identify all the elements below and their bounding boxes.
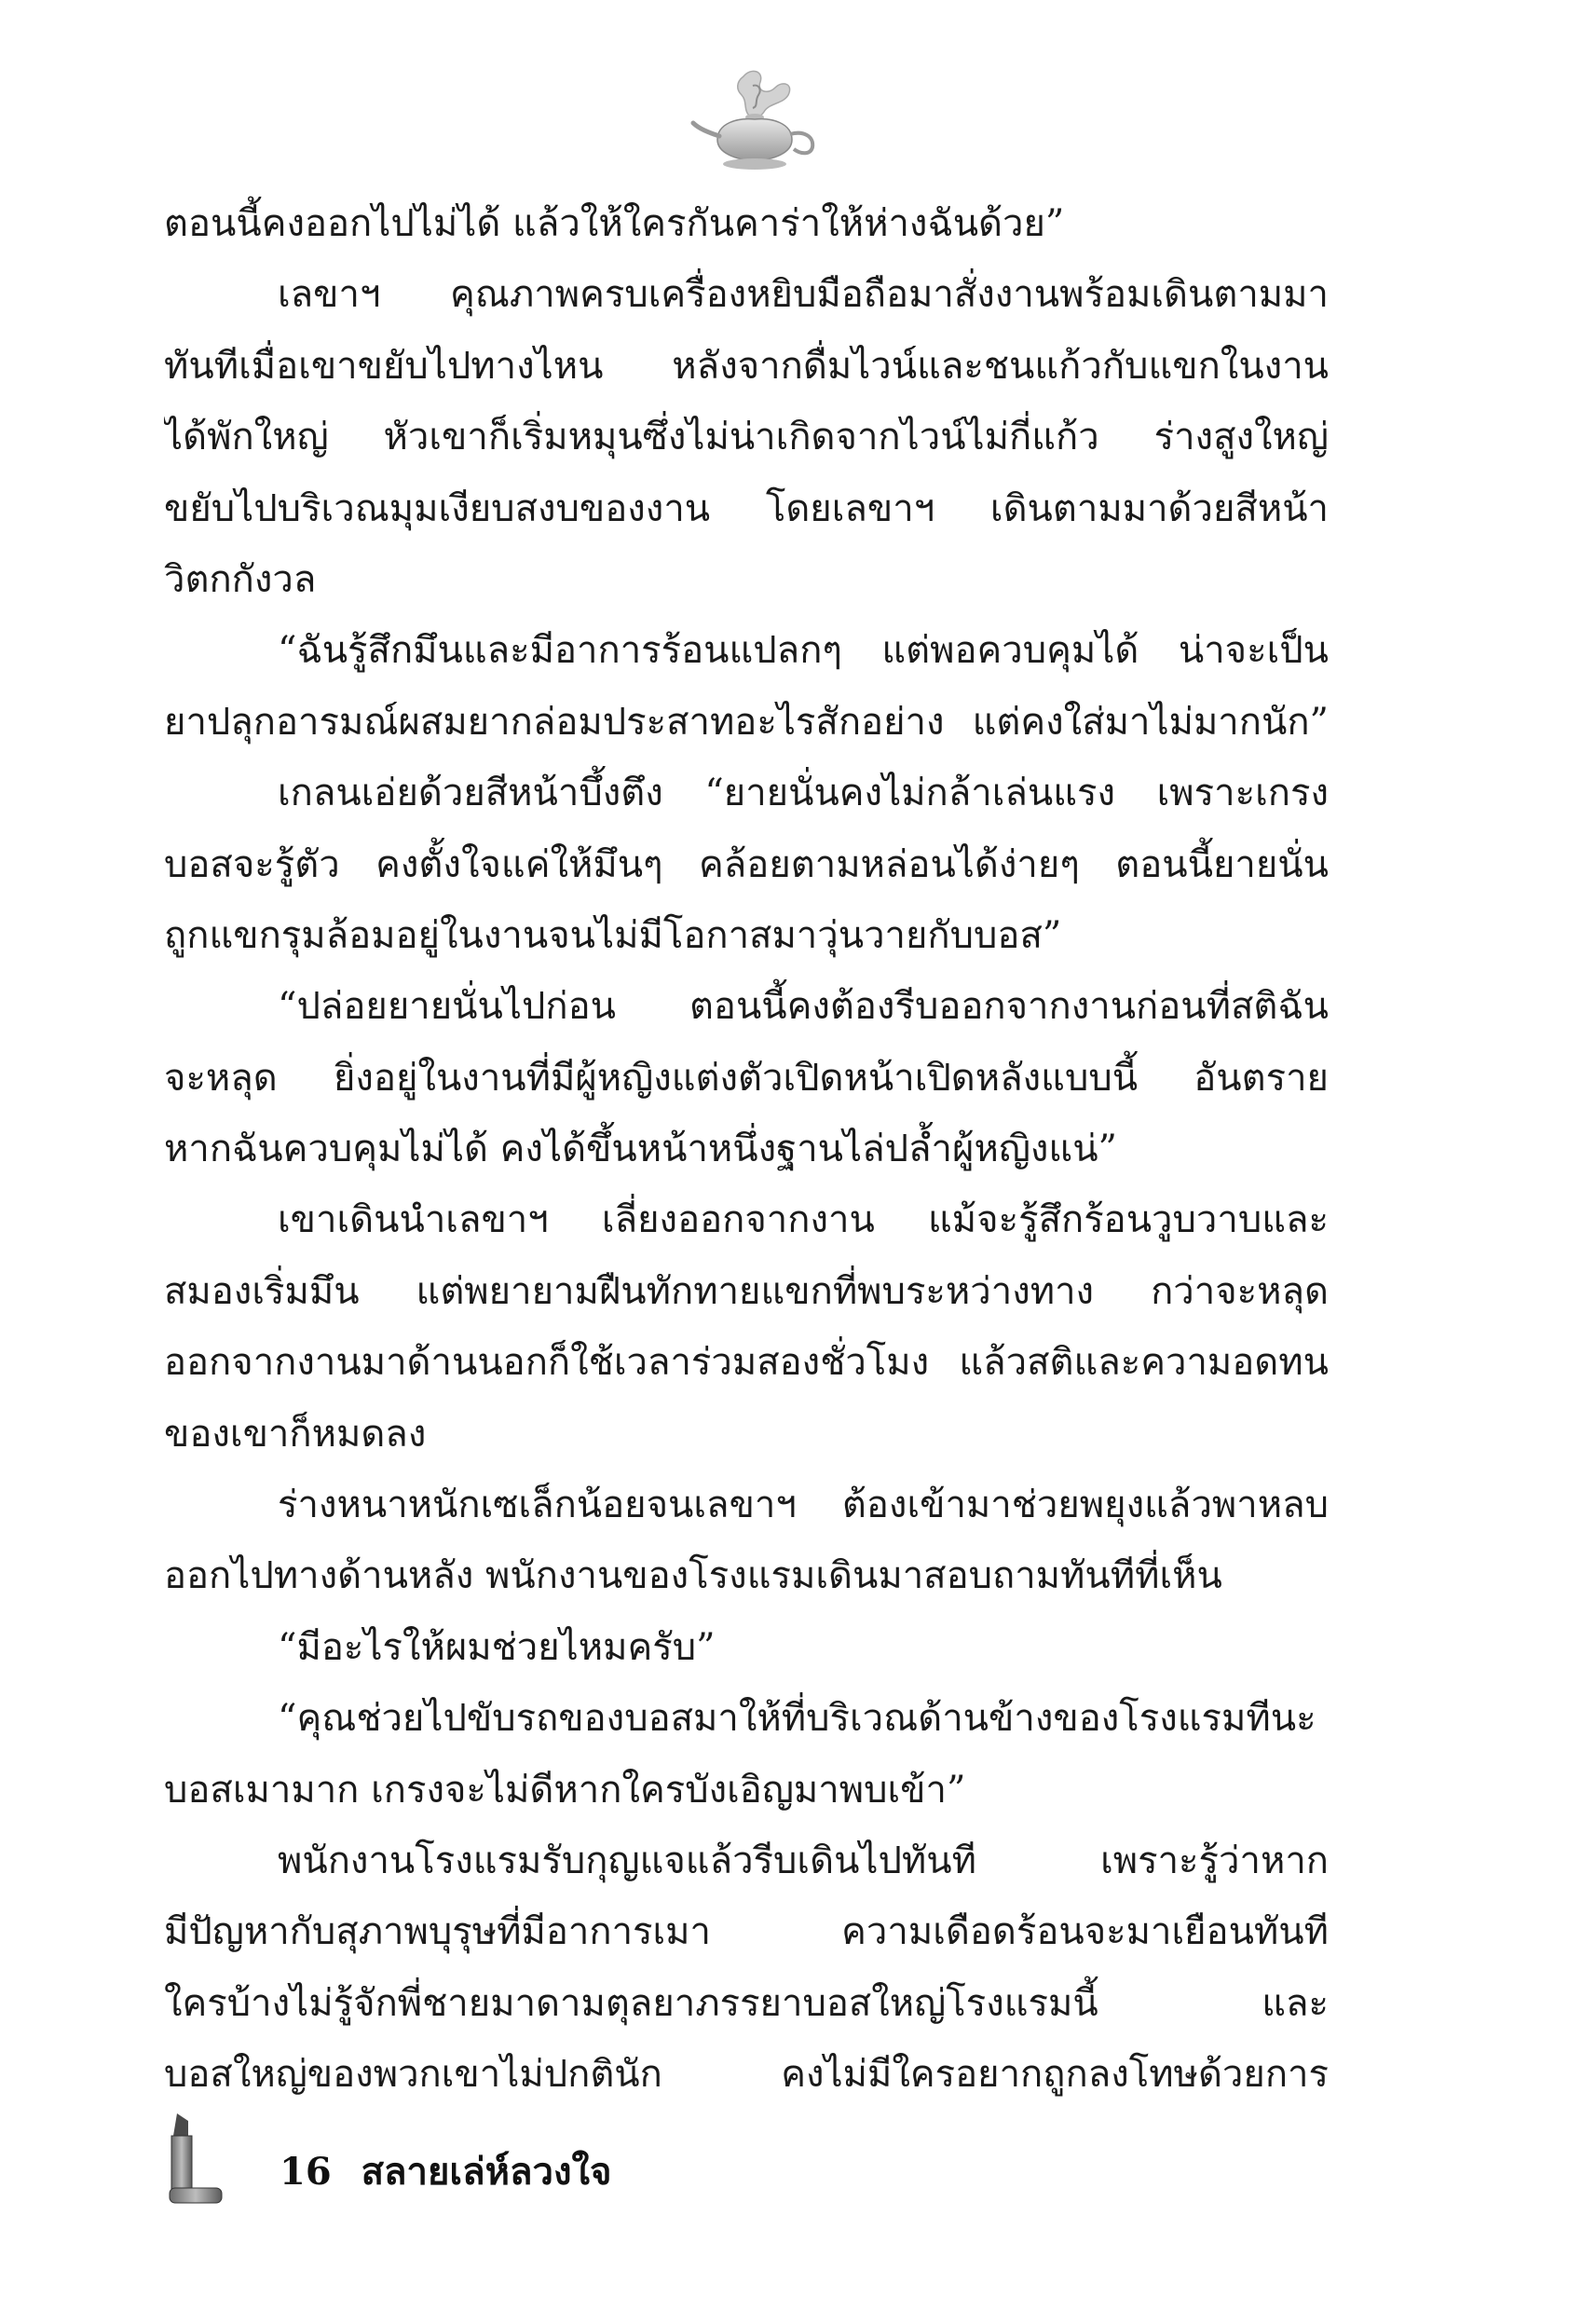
- text-line: ทันทีเมื่อเขาขยับไปทางไหน หลังจากดื่มไวน์และชนแก้วกับแขกในงาน: [164, 344, 1329, 388]
- text-line: ยาปลุกอารมณ์ผสมยากล่อมประสาทอะไรสักอย่าง แต่คงใส่มาไม่มากนัก”: [164, 700, 1329, 744]
- text-line: สมองเริ่มมึน แต่พยายามฝืนทักทายแขกที่พบระหว่างทาง กว่าจะหลุด: [164, 1269, 1329, 1313]
- text-line: บอสจะรู้ตัว คงตั้งใจแค่ให้มึนๆ คล้อยตามหล่อนได้ง่ายๆ ตอนนี้ยายนั่น: [164, 842, 1329, 886]
- teapot-fairy-ornament-icon: [689, 67, 820, 179]
- text-line: พนักงานโรงแรมรับกุญแจแล้วรีบเดินไปทันที เพราะรู้ว่าหาก: [278, 1839, 1329, 1882]
- text-line: ของเขาก็หมดลง: [164, 1412, 427, 1456]
- text-line: “ปล่อยยายนั่นไปก่อน ตอนนี้คงต้องรีบออกจากงานก่อนที่สติฉัน: [278, 985, 1329, 1029]
- text-line: “มีอะไรให้ผมช่วยไหมครับ”: [278, 1625, 716, 1669]
- footer-text: [280, 2141, 611, 2201]
- text-line: มีปัญหากับสุภาพบุรุษที่มีอาการเมา ความเดือดร้อนจะมาเยือนทันที: [164, 1910, 1329, 1954]
- text-line: ออกไปทางด้านหลัง พนักงานของโรงแรมเดินมาสอบถามทันทีที่เห็น: [164, 1554, 1222, 1598]
- page-footer: [168, 2108, 820, 2210]
- text-line: ได้พักใหญ่ หัวเขาก็เริ่มหมุนซึ่งไม่น่าเกิดจากไวน์ไม่กี่แก้ว ร่างสูงใหญ่: [164, 416, 1329, 459]
- text-line: บอสเมามาก เกรงจะไม่ดีหากใครบังเอิญมาพบเข้า”: [164, 1768, 966, 1812]
- text-line: หากฉันควบคุมไม่ได้ คงได้ขึ้นหน้าหนึ่งฐานไล่ปล้ำผู้หญิงแน่”: [164, 1128, 1118, 1171]
- text-line: ออกจากงานมาด้านนอกก็ใช้เวลาร่วมสองชั่วโมง แล้วสติและความอดทน: [164, 1341, 1329, 1385]
- text-line: ร่างหนาหนักเซเล็กน้อยจนเลขาฯ ต้องเข้ามาช่วยพยุงแล้วพาหลบ: [278, 1484, 1329, 1527]
- page-number: 16: [280, 2150, 332, 2194]
- text-line: เกลนเอ่ยด้วยสีหน้าบึ้งตึง “ยายนั่นคงไม่กล้าเล่นแรง เพราะเกรง: [278, 772, 1329, 815]
- text-line: จะหลุด ยิ่งอยู่ในงานที่มีผู้หญิงแต่งตัวเปิดหน้าเปิดหลังแบบนี้ อันตราย: [164, 1056, 1329, 1100]
- text-line: ถูกแขกรุมล้อมอยู่ในงานจนไม่มีโอกาสมาวุ่นวายกับบอส”: [164, 913, 1062, 957]
- text-line: ใครบ้างไม่รู้จักพี่ชายมาดามตุลยาภรรยาบอสใหญ่โรงแรมนี้ และ: [164, 1981, 1329, 2025]
- text-line: “คุณช่วยไปขับรถของบอสมาให้ที่บริเวณด้านข้างของโรงแรมทีนะ: [278, 1697, 1316, 1741]
- text-line: เขาเดินนำเลขาฯ เลี่ยงออกจากงาน แม้จะรู้สึกร้อนวูบวาบและ: [278, 1198, 1329, 1242]
- lipstick-icon: [168, 2108, 233, 2210]
- book-title: สลายเล่ห์ลวงใจ: [361, 2150, 612, 2194]
- text-line: ตอนนี้คงออกไปไม่ได้ แล้วให้ใครกันคาร่าให้ห่างฉันด้วย”: [164, 202, 1065, 245]
- text-line: เลขาฯ คุณภาพครบเครื่องหยิบมือถือมาสั่งงานพร้อมเดินตามมา: [278, 273, 1329, 317]
- text-line: “ฉันรู้สึกมึนและมีอาการร้อนแปลกๆ แต่พอควบคุมได้ น่าจะเป็น: [278, 629, 1329, 673]
- text-line: วิตกกังวล: [164, 557, 317, 601]
- text-line: บอสใหญ่ของพวกเขาไม่ปกตินัก คงไม่มีใครอยากถูกลงโทษด้วยการ: [164, 2053, 1329, 2097]
- body-text: [164, 188, 1329, 2111]
- text-line: ขยับไปบริเวณมุมเงียบสงบของงาน โดยเลขาฯ เดินตามมาด้วยสีหน้า: [164, 486, 1329, 530]
